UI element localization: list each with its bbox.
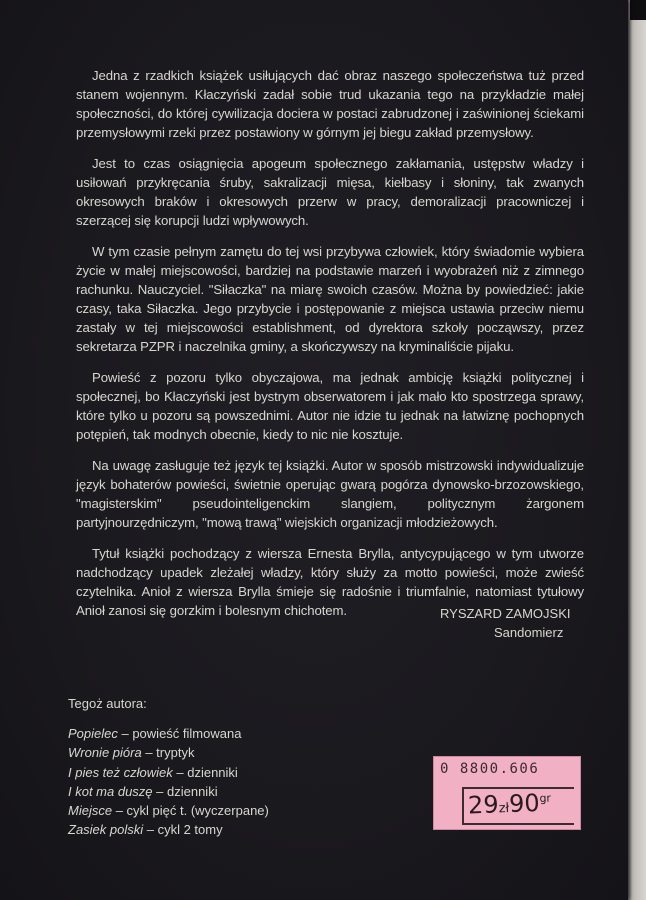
signature-place: Sandomierz <box>494 625 564 640</box>
other-works-list <box>68 694 269 839</box>
work-desc: – cykl 2 tomy <box>143 822 223 838</box>
price-currency: zł <box>498 801 510 817</box>
work-desc: – tryptyk <box>141 745 195 761</box>
work-title: Miejsce <box>68 803 113 819</box>
work-title: I pies też człowiek <box>68 764 173 780</box>
price-main: 29 <box>467 790 500 820</box>
blurb-paragraph-1: Jedna z rzadkich książek usiłujących dać obraz naszego społeczeństwa tuż przed stanem wojennym. Kłaczyński zadał sobie trud ukazania tego na przykładzie małej społeczności, do której cywilizacja dociera w postaci zabrudzonej i zaświnionej ściekami przemysłowymi rzeki przez postawiony w górnym jej biegu zakład przemysłowy. <box>76 68 584 141</box>
work-title: I kot ma duszę <box>68 783 153 799</box>
blurb-paragraph-6: Tytuł książki pochodzący z wiersza Ernesta Brylla, antycypującego w tym utworze nadchodzący upadek zleżałej władzy, który służy za motto powieści, może zwieść czytelnika. Anioł z wiersza Brylla śmieje się radośnie i triumfalnie, natomiast tytułowy Anioł zanosi się gorzkim i bolesnym chichotem. <box>76 545 584 618</box>
price-sticker <box>433 756 581 830</box>
work-title: Wronie pióra <box>68 745 142 761</box>
work-desc: – powieść filmowana <box>117 726 242 742</box>
work-desc: – dzienniki <box>152 783 218 799</box>
other-works-heading: Tegoż autora: <box>68 696 147 711</box>
work-item <box>68 743 269 762</box>
sticker-code: 0 8800.606 <box>440 761 540 777</box>
price-unit: gr <box>539 791 552 805</box>
blurb-text <box>76 66 584 631</box>
work-title: Zasiek polski <box>68 822 144 838</box>
signature-name: RYSZARD ZAMOJSKI <box>440 606 571 621</box>
work-desc: – dzienniki <box>172 764 238 780</box>
blurb-paragraph-3: W tym czasie pełnym zamętu do tej wsi przybywa człowiek, który świadomie wybiera życie w małej miejscowości, bardziej na podstawie marzeń i wyobrażeń niż z zimnego rachunku. Nauczyciel. "Siłaczka" na miarę swoich czasów. Można by powiedzieć: jakie czasy, taka Siłaczka. Jego przybycie i postępowanie z miejsca ustawia przeciw niemu zastały w tej miejscowości establishment, od dyrektora szkoły począwszy, przez sekretarza PZPR i naczelnika gminy, a skończywszy na kryminaliście pijaku. <box>76 243 584 355</box>
work-item <box>68 820 269 839</box>
work-item <box>68 763 269 782</box>
work-item <box>68 724 269 743</box>
price-grosze: 90 <box>508 788 541 819</box>
sticker-price <box>468 789 552 820</box>
blurb-paragraph-2: Jest to czas osiągnięcia apogeum społecznego zakłamania, ustępstw władzy i usiłowań przykręcania śruby, sakralizacji mięsa, kiełbasy i słoniny, tak zwanych okresowych braków i okresowych przerw w pracy, demoralizacji pracowniczej i szerzącej się korupcji ludzi wpływowych. <box>76 155 584 229</box>
work-title: Popielec <box>68 726 118 742</box>
corner-mark <box>630 0 646 20</box>
work-desc: – cykl pięć t. (wyczerpane) <box>112 803 269 819</box>
blurb-paragraph-5: Na uwagę zasługuje też język tej książki. Autor w sposób mistrzowski indywidualizuje język bohaterów powieści, świetnie operując gwarą pogórza dynowsko-brzozowskiego, "magisterskim" pseudointeligenckim slangiem, politycznym żargonem partyjnourzędniczym, "mową trawą" wiejskich organizacji młodzieżowych. <box>76 457 584 530</box>
signature <box>440 604 571 642</box>
blurb-paragraph-4: Powieść z pozoru tylko obyczajowa, ma jednak ambicję książki politycznej i społecznej, bo Kłaczyński jest bystrym obserwatorem i jak mało kto spostrzega sprawy, które tylko u pozoru są powszednimi. Autor nie idzie tu jednak na łatwiznę pochopnych potępień, tak modnych obecnie, kiedy to nic nie kosztuje. <box>76 369 584 443</box>
work-item <box>68 782 269 801</box>
work-item <box>68 801 269 820</box>
